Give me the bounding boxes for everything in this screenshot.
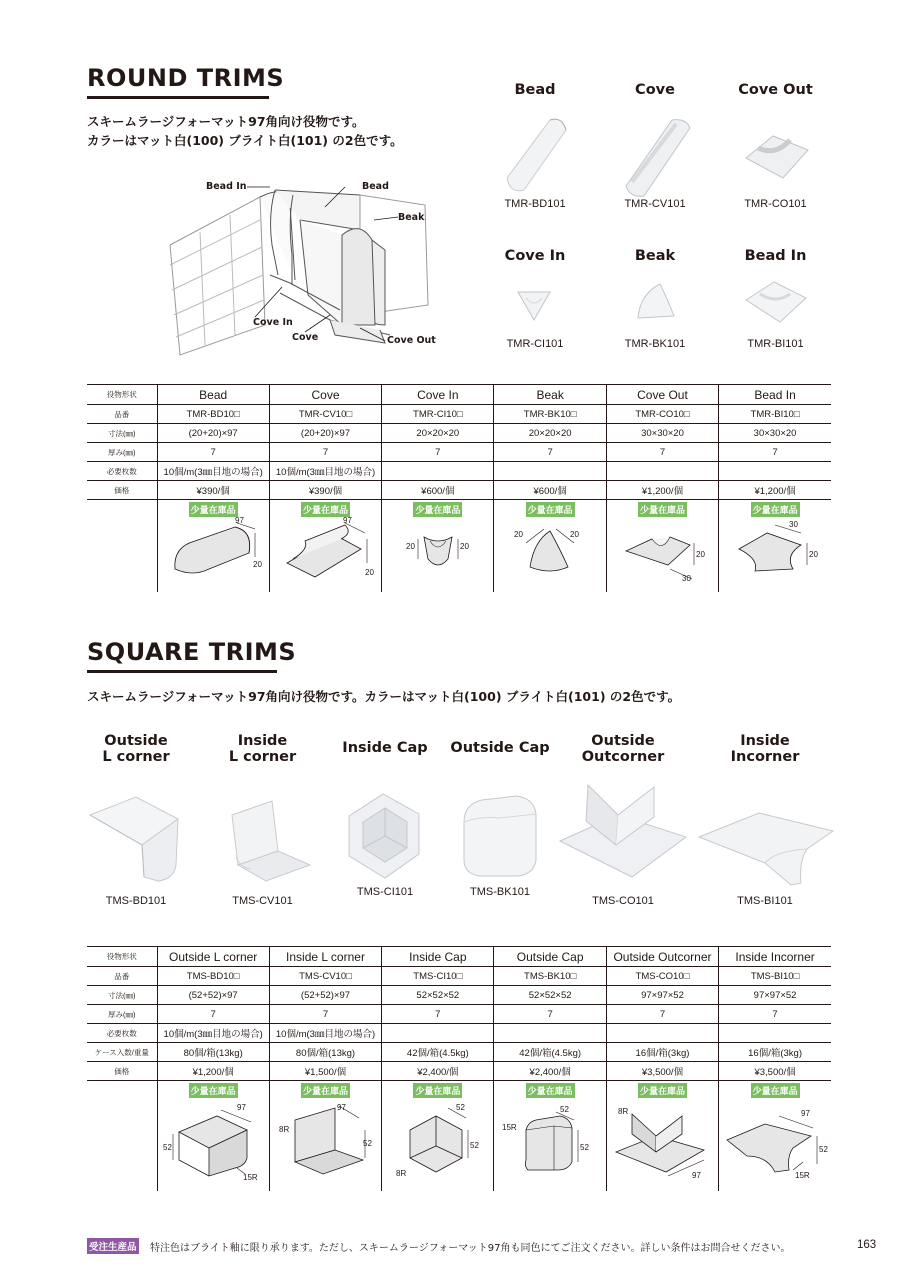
- table-cell: 7: [269, 443, 381, 462]
- dim-label: 97: [237, 1103, 247, 1112]
- product-code: TMS-CO101: [592, 895, 654, 907]
- dim-label: 52: [580, 1143, 590, 1152]
- row-label-size: 寸法(㎜): [87, 424, 157, 443]
- drawing-cell: [719, 1081, 831, 1191]
- square-title-rule: [87, 670, 277, 673]
- table-row: [87, 424, 831, 443]
- row-label-blank: [87, 1081, 157, 1191]
- table-cell: TMS-BI10□: [719, 967, 831, 986]
- table-cell: 7: [157, 1005, 269, 1024]
- table-cell: 7: [382, 1005, 494, 1024]
- table-row: [87, 405, 831, 424]
- cove-out-drawing: [612, 519, 712, 581]
- table-cell: Outside L corner: [157, 947, 269, 967]
- table-cell: TMS-CO10□: [606, 967, 718, 986]
- table-row: [87, 462, 831, 481]
- product-code: TMS-CI101: [356, 886, 414, 898]
- table-cell: Cove In: [382, 385, 494, 405]
- table-cell: 10個/m(3㎜目地の場合): [157, 462, 269, 481]
- square-product-outside-l-corner: [86, 733, 186, 907]
- table-cell: (20+20)×97: [269, 424, 381, 443]
- product-name-line1: Inside: [237, 733, 288, 749]
- row-label-required: 必要枚数: [87, 462, 157, 481]
- square-product-inside-cap: [335, 733, 435, 898]
- table-cell: 30×30×20: [719, 424, 831, 443]
- drawing-cell: [157, 500, 269, 592]
- table-cell: ¥600/個: [494, 481, 606, 500]
- outside-outcorner-tile-image: [558, 765, 688, 895]
- table-cell: (52+52)×97: [269, 986, 381, 1005]
- row-label-price: 価格: [87, 1062, 157, 1081]
- product-code: TMS-BK101: [470, 886, 530, 898]
- drawing-cell: [719, 500, 831, 592]
- round-title-rule: [87, 96, 269, 99]
- inside-incorner-drawing: [723, 1100, 827, 1180]
- inside-l-corner-tile-image: [210, 765, 315, 895]
- table-cell: ¥3,500/個: [719, 1062, 831, 1081]
- table-cell: 7: [269, 1005, 381, 1024]
- table-row-drawings: [87, 1081, 831, 1191]
- round-product-bead: [490, 82, 580, 210]
- table-cell: ¥1,200/個: [719, 481, 831, 500]
- dim-label: 52: [163, 1143, 173, 1152]
- row-label-case: ケース入数/重量: [87, 1043, 157, 1062]
- row-label-blank: [87, 500, 157, 592]
- product-code: TMR-CV101: [624, 198, 686, 210]
- dim-label: 20: [365, 568, 375, 577]
- dim-label: 30: [682, 574, 692, 583]
- bead-in-tile-image: [728, 264, 823, 334]
- table-cell: Beak: [494, 385, 606, 405]
- inside-cap-drawing: [386, 1100, 490, 1180]
- dim-label: 97: [692, 1171, 702, 1180]
- table-cell: Bead In: [719, 385, 831, 405]
- drawing-cell: [157, 1081, 269, 1191]
- table-cell: 7: [606, 443, 718, 462]
- round-section-title: ROUND TRIMS: [87, 64, 285, 92]
- table-cell: TMR-BD10□: [157, 405, 269, 424]
- stock-badge: 少量在庫品: [301, 502, 350, 517]
- table-row: [87, 1005, 831, 1024]
- table-cell: Outside Outcorner: [606, 947, 718, 967]
- table-cell: [494, 462, 606, 481]
- dim-label: 8R: [279, 1125, 290, 1134]
- square-spec-table: [87, 946, 831, 1191]
- table-row: [87, 967, 831, 986]
- drawing-cell: [494, 500, 606, 592]
- dim-label: 97: [343, 516, 353, 525]
- table-cell: Inside Incorner: [719, 947, 831, 967]
- cove-drawing: [275, 516, 375, 581]
- table-cell: TMS-CI10□: [382, 967, 494, 986]
- product-name: Bead: [514, 82, 556, 98]
- table-row: [87, 385, 831, 405]
- dim-label: 15R: [502, 1123, 517, 1132]
- table-cell: 97×97×52: [719, 986, 831, 1005]
- outside-l-corner-tile-image: [86, 765, 186, 895]
- diagram-label-bead: Bead: [362, 181, 389, 192]
- table-cell: 42個/箱(4.5kg): [382, 1043, 494, 1062]
- row-label-required: 必要枚数: [87, 1024, 157, 1043]
- table-cell: Cove: [269, 385, 381, 405]
- table-cell: TMR-CO10□: [606, 405, 718, 424]
- table-cell: TMS-CV10□: [269, 967, 381, 986]
- product-name: Beak: [634, 248, 676, 264]
- product-name-line2: Incorner: [730, 749, 800, 765]
- diagram-label-cove-in: Cove In: [253, 317, 293, 328]
- table-cell: 16個/箱(3kg): [606, 1043, 718, 1062]
- table-cell: ¥1,200/個: [606, 481, 718, 500]
- dim-label: 20: [696, 550, 706, 559]
- drawing-cell: [606, 500, 718, 592]
- dim-label: 15R: [795, 1171, 810, 1180]
- stock-badge: 少量在庫品: [751, 1083, 800, 1098]
- drawing-cell: [382, 1081, 494, 1191]
- table-cell: [606, 462, 718, 481]
- square-product-inside-incorner: [695, 733, 835, 907]
- table-cell: 30×30×20: [606, 424, 718, 443]
- round-product-cove: [610, 82, 700, 210]
- square-section-title: SQUARE TRIMS: [87, 638, 297, 666]
- table-cell: 16個/箱(3kg): [719, 1043, 831, 1062]
- product-code: TMR-BD101: [504, 198, 566, 210]
- table-cell: TMR-CI10□: [382, 405, 494, 424]
- table-cell: 80個/箱(13kg): [269, 1043, 381, 1062]
- inside-l-corner-drawing: [273, 1100, 377, 1180]
- product-name-line2: L corner: [228, 749, 297, 765]
- drawing-cell: [269, 500, 381, 592]
- product-name-line1: Inside Cap: [342, 740, 428, 756]
- product-code: TMS-CV101: [232, 895, 293, 907]
- drawing-cell: [382, 500, 494, 592]
- cove-out-tile-image: [728, 98, 823, 198]
- dim-label: 20: [405, 542, 415, 551]
- diagram-label-cove: Cove: [292, 332, 319, 343]
- dim-label: 20: [570, 530, 580, 539]
- stock-badge: 少量在庫品: [526, 502, 575, 517]
- product-name-line1: Outside: [591, 733, 655, 749]
- stock-badge: 少量在庫品: [413, 502, 462, 517]
- stock-badge: 少量在庫品: [301, 1083, 350, 1098]
- table-cell: ¥2,400/個: [494, 1062, 606, 1081]
- table-cell: ¥390/個: [157, 481, 269, 500]
- dim-label: 30: [789, 520, 798, 529]
- table-cell: 7: [719, 1005, 831, 1024]
- beak-tile-image: [610, 264, 700, 334]
- table-cell: 7: [494, 443, 606, 462]
- round-product-beak: [610, 248, 700, 350]
- table-cell: [382, 1024, 494, 1043]
- row-label-size: 寸法(㎜): [87, 986, 157, 1005]
- stock-badge: 少量在庫品: [189, 1083, 238, 1098]
- bead-tile-image: [490, 98, 580, 198]
- table-row: [87, 986, 831, 1005]
- round-intro-line2: カラーはマット白(100) ブライト白(101) の2色です。: [87, 133, 403, 148]
- table-cell: 7: [719, 443, 831, 462]
- table-cell: [719, 462, 831, 481]
- table-cell: 97×97×52: [606, 986, 718, 1005]
- dim-label: 52: [469, 1141, 479, 1150]
- product-code: TMR-CO101: [744, 198, 807, 210]
- table-cell: 52×52×52: [382, 986, 494, 1005]
- table-cell: 52×52×52: [494, 986, 606, 1005]
- product-code: TMS-BD101: [105, 895, 167, 907]
- product-name-line2: L corner: [102, 749, 170, 765]
- product-name-line1: Inside: [740, 733, 790, 749]
- table-row: [87, 1043, 831, 1062]
- bead-drawing: [163, 516, 263, 581]
- table-cell: [382, 462, 494, 481]
- dim-label: 97: [337, 1103, 347, 1112]
- table-cell: 42個/箱(4.5kg): [494, 1043, 606, 1062]
- dim-label: 8R: [395, 1169, 407, 1178]
- round-spec-table: [87, 384, 831, 592]
- cove-in-tile-image: [490, 264, 580, 334]
- table-cell: Inside L corner: [269, 947, 381, 967]
- diagram-label-bead-in: Bead In: [206, 181, 247, 192]
- round-product-bead-in: [728, 248, 823, 350]
- table-cell: [719, 1024, 831, 1043]
- table-cell: TMS-BK10□: [494, 967, 606, 986]
- dim-label: 52: [363, 1139, 373, 1148]
- table-row: [87, 1024, 831, 1043]
- inside-incorner-tile-image: [695, 765, 835, 895]
- row-label-shape: 役物形状: [87, 947, 157, 967]
- round-intro: [87, 112, 403, 150]
- square-product-inside-l-corner: [210, 733, 315, 907]
- table-cell: TMR-BK10□: [494, 405, 606, 424]
- product-code: TMR-CI101: [506, 338, 564, 350]
- product-name: Bead In: [744, 248, 807, 264]
- table-row: [87, 947, 831, 967]
- row-label-code: 品番: [87, 405, 157, 424]
- table-cell: 7: [157, 443, 269, 462]
- row-label-price: 価格: [87, 481, 157, 500]
- square-intro: スキームラージフォーマット97角向け役物です。カラーはマット白(100) ブライト白(101) の2色です。: [87, 689, 681, 704]
- drawing-cell: [606, 1081, 718, 1191]
- table-row: [87, 443, 831, 462]
- outside-cap-drawing: [498, 1100, 602, 1180]
- row-label-code: 品番: [87, 967, 157, 986]
- table-cell: 7: [494, 1005, 606, 1024]
- made-to-order-badge: 受注生産品: [87, 1238, 139, 1254]
- cove-in-drawing: [388, 519, 488, 581]
- product-code: TMS-BI101: [737, 895, 793, 907]
- page-number: 163: [857, 1239, 877, 1251]
- table-cell: Outside Cap: [494, 947, 606, 967]
- table-cell: [494, 1024, 606, 1043]
- table-cell: 10個/m(3㎜目地の場合): [269, 1024, 381, 1043]
- dim-label: 97: [801, 1109, 810, 1118]
- outside-outcorner-drawing: [610, 1100, 714, 1180]
- table-cell: 10個/m(3㎜目地の場合): [157, 1024, 269, 1043]
- row-label-thickness: 厚み(㎜): [87, 443, 157, 462]
- table-cell: 7: [606, 1005, 718, 1024]
- stock-badge: 少量在庫品: [751, 502, 800, 517]
- table-row: [87, 481, 831, 500]
- drawing-cell: [269, 1081, 381, 1191]
- table-cell: Cove Out: [606, 385, 718, 405]
- inside-cap-tile-image: [335, 756, 435, 886]
- table-cell: ¥390/個: [269, 481, 381, 500]
- drawing-cell: [494, 1081, 606, 1191]
- product-code: TMR-BI101: [747, 338, 804, 350]
- diagram-label-beak: Beak: [398, 212, 425, 223]
- round-intro-line1: スキームラージフォーマット97角向け役物です。: [87, 114, 365, 129]
- stock-badge: 少量在庫品: [638, 502, 687, 517]
- table-cell: TMR-BI10□: [719, 405, 831, 424]
- dim-label: 20: [514, 530, 524, 539]
- stock-badge: 少量在庫品: [526, 1083, 575, 1098]
- dim-label: 52: [819, 1145, 828, 1154]
- bead-in-drawing: [725, 519, 825, 581]
- table-cell: ¥2,400/個: [382, 1062, 494, 1081]
- outside-cap-tile-image: [450, 756, 550, 886]
- square-product-outside-outcorner: [558, 733, 688, 907]
- table-cell: TMR-CV10□: [269, 405, 381, 424]
- dim-label: 20: [459, 542, 469, 551]
- table-cell: [606, 1024, 718, 1043]
- table-cell: Inside Cap: [382, 947, 494, 967]
- dim-label: 8R: [618, 1107, 629, 1116]
- dim-label: 97: [235, 516, 245, 525]
- table-cell: 7: [382, 443, 494, 462]
- diagram-label-cove-out: Cove Out: [387, 335, 436, 346]
- square-product-outside-cap: [450, 733, 550, 898]
- table-cell: TMS-BD10□: [157, 967, 269, 986]
- product-name-line1: Outside Cap: [450, 740, 550, 756]
- stock-badge: 少量在庫品: [413, 1083, 462, 1098]
- table-cell: 20×20×20: [494, 424, 606, 443]
- product-name-line2: Outcorner: [581, 749, 665, 765]
- table-cell: (20+20)×97: [157, 424, 269, 443]
- dim-label: 52: [455, 1103, 465, 1112]
- stock-badge: 少量在庫品: [189, 502, 238, 517]
- footer-note: 特注色はブライト釉に限り承ります。ただし、スキームラージフォーマット97角も同色にてご注文ください。詳しい条件はお問合せください。: [150, 1243, 791, 1254]
- table-cell: (52+52)×97: [157, 986, 269, 1005]
- product-name: Cove In: [504, 248, 566, 264]
- round-product-cove-out: [728, 82, 823, 210]
- table-cell: 80個/箱(13kg): [157, 1043, 269, 1062]
- table-cell: ¥3,500/個: [606, 1062, 718, 1081]
- product-name: Cove Out: [738, 82, 813, 98]
- round-product-cove-in: [490, 248, 580, 350]
- table-cell: ¥1,200/個: [157, 1062, 269, 1081]
- stock-badge: 少量在庫品: [638, 1083, 687, 1098]
- product-name-line1: Outside: [104, 733, 168, 749]
- table-cell: ¥1,500/個: [269, 1062, 381, 1081]
- row-label-thickness: 厚み(㎜): [87, 1005, 157, 1024]
- dim-label: 52: [560, 1105, 570, 1114]
- cove-tile-image: [610, 98, 700, 198]
- product-code: TMR-BK101: [624, 338, 686, 350]
- row-label-shape: 役物形状: [87, 385, 157, 405]
- dim-label: 15R: [243, 1173, 258, 1182]
- table-cell: ¥600/個: [382, 481, 494, 500]
- table-cell: 20×20×20: [382, 424, 494, 443]
- table-row-drawings: [87, 500, 831, 592]
- product-name: Cove: [635, 82, 675, 98]
- dim-label: 20: [253, 560, 263, 569]
- dim-label: 20: [809, 550, 818, 559]
- table-row: [87, 1062, 831, 1081]
- beak-drawing: [500, 519, 600, 581]
- table-cell: Bead: [157, 385, 269, 405]
- outside-l-corner-drawing: [161, 1100, 265, 1180]
- table-cell: 10個/m(3㎜目地の場合): [269, 462, 381, 481]
